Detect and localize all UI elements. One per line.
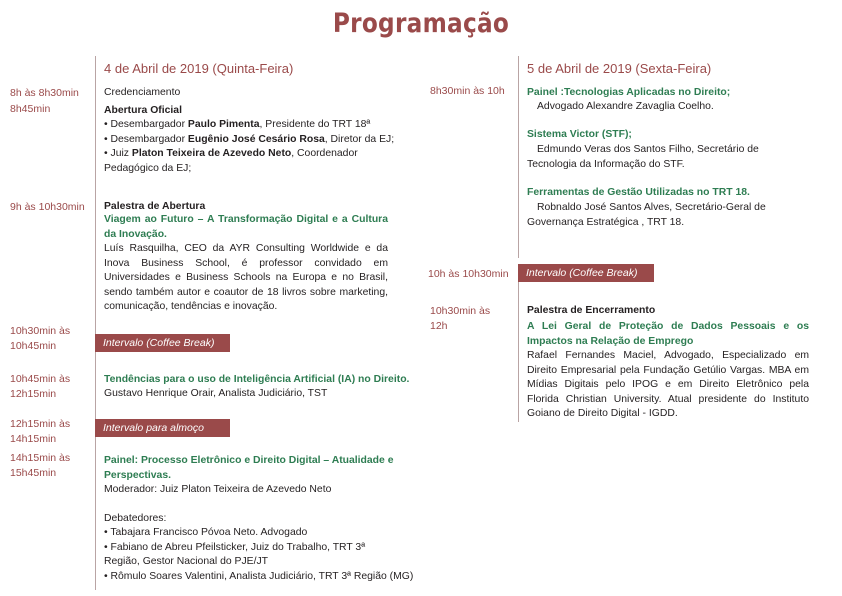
day1-time-palestra: 9h às 10h30min	[10, 201, 85, 213]
day1-divider-line	[95, 56, 96, 590]
day2-time-break: 10h às 10h30min	[428, 268, 509, 280]
debatedores-list	[104, 526, 414, 584]
painel-moderator: Moderador: Juiz Platon Teixeira de Azevedo Neto	[104, 484, 332, 495]
ia-speaker: Gustavo Henrique Orair, Analista Judiciário, TST	[104, 388, 328, 399]
sistema-victor-speaker: Edmundo Veras dos Santos Filho, Secretário de Tecnologia da Informação do STF.	[527, 144, 759, 170]
ia-title: Tendências para o uso de Inteligência Artificial (IA) no Direito.	[104, 374, 410, 385]
abertura-item: • Desembargador Paulo Pimenta, Presidente do TRT 18ª	[104, 119, 371, 130]
day2-divider-line-lower	[518, 282, 519, 422]
page-title: Programação	[332, 8, 510, 39]
day2-coffee-break-banner: Intervalo (Coffee Break)	[518, 264, 654, 282]
day2-divider-line	[518, 56, 519, 258]
day1-time-break2: 12h15min às 14h15min	[10, 418, 71, 445]
day2-time-encerramento: 10h30min às 12h	[430, 305, 491, 332]
ferramentas-gestao-speaker: Robnaldo José Santos Alves, Secretário-Geral de Governança Estratégica , TRT 18.	[527, 202, 766, 228]
painel-tecnologias-title: Painel :Tecnologias Aplicadas no Direito;	[527, 87, 731, 98]
encerramento-title: Palestra de Encerramento	[527, 305, 656, 316]
debatedor-item: • Rômulo Soares Valentini, Analista Judiciário, TRT 3ª Região (MG)	[104, 570, 414, 582]
day2-header: 5 de Abril de 2019 (Sexta-Feira)	[527, 61, 712, 76]
debatedores-label: Debatedores:	[104, 513, 167, 524]
day2-time-paineis: 8h30min às 10h	[430, 85, 505, 97]
encerramento-desc: Rafael Fernandes Maciel, Advogado, Especializado em Direito Empresarial pela Fundação Getúlio Vargas. MBA em Mídias Digitais pelo IPOG e em Direito Eletrônico pela Florida Christian University. Atual presidente do Instituto Goiano de Direito Digital - IGDD.	[527, 350, 809, 419]
day1-time-painel: 14h15min às 15h45min	[10, 452, 71, 479]
coffee-break-banner: Intervalo (Coffee Break)	[95, 334, 230, 352]
abertura-item: • Desembargador Eugênio José Cesário Rosa, Diretor da EJ;	[104, 133, 395, 145]
palestra-abertura-title: Palestra de Abertura	[104, 201, 206, 212]
sistema-victor-title: Sistema Victor (STF);	[527, 129, 632, 140]
lunch-break-banner: Intervalo para almoço	[95, 419, 230, 437]
encerramento-theme: A Lei Geral de Proteção de Dados Pessoais e os Impactos na Relação de Emprego	[527, 321, 809, 347]
painel-title: Painel: Processo Eletrônico e Direito Digital – Atualidade e Perspectivas.	[104, 455, 394, 481]
credenciamento-label: Credenciamento	[104, 87, 181, 98]
day1-time-abertura: 8h45min	[10, 103, 51, 115]
day1-time-ia: 10h45min às 12h15min	[10, 373, 71, 400]
ferramentas-gestao-title: Ferramentas de Gestão Utilizadas no TRT 18.	[527, 187, 750, 198]
debatedor-item: • Fabiano de Abreu Pfeilsticker, Juiz do Trabalho, TRT 3ª Região, Gestor Nacional do PJE/JT	[104, 541, 366, 567]
day1-header: 4 de Abril de 2019 (Quinta-Feira)	[104, 61, 294, 76]
day1-time-credenciamento: 8h às 8h30min	[10, 87, 79, 99]
debatedor-item: • Tabajara Francisco Póvoa Neto. Advogado	[104, 527, 308, 538]
abertura-title: Abertura Oficial	[104, 105, 182, 116]
palestra-abertura-desc: Luís Rasquilha, CEO da AYR Consulting Worldwide e da Inova Business School, é professor convidado em Universidades e Business Schools na Europa e no Brasil, sendo também autor e coautor de 18 livros sobre marketing, comunicação, tendências e inovação.	[104, 243, 388, 312]
painel-tecnologias-speaker: Advogado Alexandre Zavaglia Coelho.	[537, 101, 714, 112]
abertura-item: • Juiz Platon Teixeira de Azevedo Neto, Coordenador Pedagógico da EJ;	[104, 148, 358, 174]
palestra-abertura-theme: Viagem ao Futuro – A Transformação Digital e a Cultura da Inovação.	[104, 214, 388, 240]
day1-time-break1: 10h30min às 10h45min	[10, 325, 71, 352]
abertura-list	[104, 118, 404, 176]
